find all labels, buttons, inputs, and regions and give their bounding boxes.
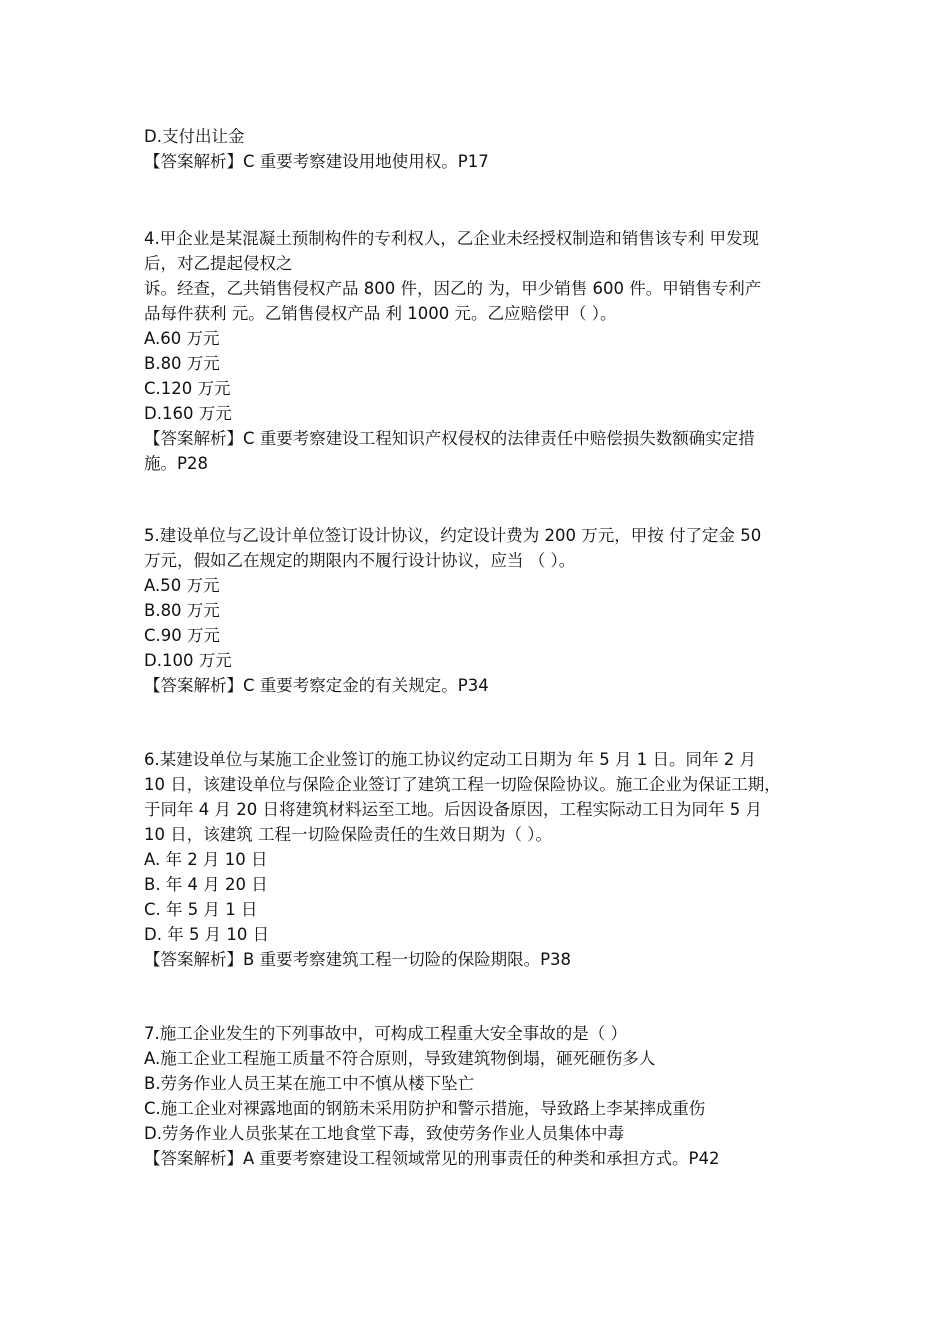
question-text: 5.建设单位与乙设计单位签订设计协议，约定设计费为 200 万元，甲按 付了定金 50 [144,526,762,545]
option-a: A. 年 2 月 10 日 [144,850,268,869]
option-a: A.50 万元 [144,576,220,595]
question-text: 6.某建设单位与某施工企业签订的施工协议约定动工日期为 年 5 月 1 日。同年 2 月 [144,750,756,769]
option-d: D.支付出让金 [144,127,245,146]
question-text: 7.施工企业发生的下列事故中，可构成工程重大安全事故的是（ ） [144,1024,627,1043]
option-c: C.90 万元 [144,626,221,645]
option-b: B. 年 4 月 20 日 [144,875,268,894]
option-d: D.劳务作业人员张某在工地食堂下毒，致使劳务作业人员集体中毒 [144,1124,624,1143]
question-6 [144,747,814,972]
question-text: 10 日，该建筑 工程一切险保险责任的生效日期为（ ）。 [144,825,552,844]
question-4 [144,226,814,476]
question-text: 于同年 4 月 20 日将建筑材料运至工地。后因设备原因，工程实际动工日为同年 5 月 [144,800,762,819]
question-text: 后，对乙提起侵权之 [144,254,293,273]
answer-explanation: 【答案解析】A 重要考察建设工程领域常见的刑事责任的种类和承担方式。P42 [144,1149,720,1168]
option-b: B.80 万元 [144,601,220,620]
option-c: C.120 万元 [144,379,231,398]
question-7 [144,1021,814,1171]
option-c: C.施工企业对裸露地面的钢筋未采用防护和警示措施，导致路上李某摔成重伤 [144,1099,706,1118]
answer-explanation: 【答案解析】C 重要考察定金的有关规定。P34 [144,676,489,695]
question-text: 万元，假如乙在规定的期限内不履行设计协议，应当 （ ）。 [144,551,576,570]
option-a: A.施工企业工程施工质量不符合原则，导致建筑物倒塌，砸死砸伤多人 [144,1049,656,1068]
question-3-tail [144,124,814,174]
option-a: A.60 万元 [144,329,220,348]
option-b: B.80 万元 [144,354,220,373]
question-text: 4.甲企业是某混凝土预制构件的专利权人，乙企业未经授权制造和销售该专利 甲发现 [144,229,759,248]
option-d: D. 年 5 月 10 日 [144,925,270,944]
option-d: D.160 万元 [144,404,232,423]
question-5 [144,523,814,698]
answer-explanation: 施。P28 [144,454,208,473]
option-b: B.劳务作业人员王某在施工中不慎从楼下坠亡 [144,1074,475,1093]
question-text: 品每件获利 元。乙销售侵权产品 利 1000 元。乙应赔偿甲（ ）。 [144,304,617,323]
option-d: D.100 万元 [144,651,232,670]
option-c: C. 年 5 月 1 日 [144,900,258,919]
answer-explanation: 【答案解析】B 重要考察建筑工程一切险的保险期限。P38 [144,950,572,969]
answer-explanation: 【答案解析】C 重要考察建设用地使用权。P17 [144,152,489,171]
question-text: 10 日，该建设单位与保险企业签订了建筑工程一切险保险协议。施工企业为保证工期， [144,775,781,794]
answer-explanation: 【答案解析】C 重要考察建设工程知识产权侵权的法律责任中赔偿损失数额确实定措 [144,429,755,448]
question-text: 诉。经查，乙共销售侵权产品 800 件，因乙的 为，甲少销售 600 件。甲销售专利产 [144,279,762,298]
